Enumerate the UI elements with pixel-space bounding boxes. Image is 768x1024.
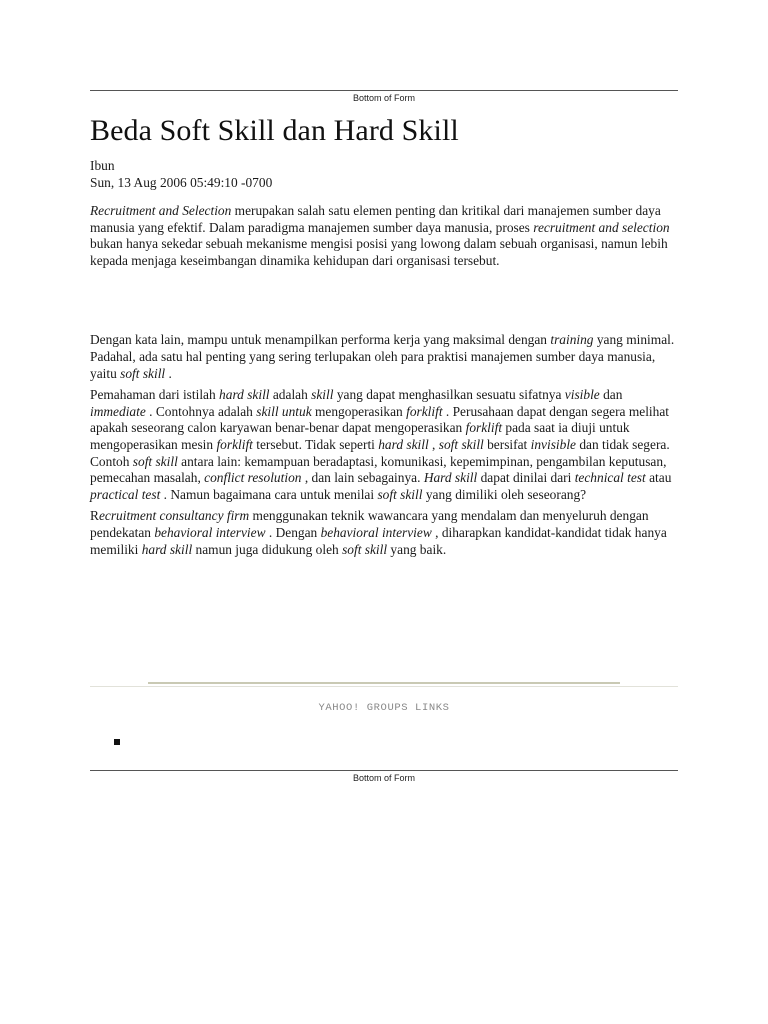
paragraph-3 <box>90 387 678 503</box>
p3-s30: technical test <box>574 470 646 486</box>
p2-s1: Dengan kata lain, mampu untuk menampilkan performa kerja yang maksimal dengan <box>90 332 551 348</box>
p4-s3: menggunakan teknik wawancara yang mendalam dan menyeluruh dengan pendekatan <box>90 508 649 540</box>
p3-s19: , <box>428 436 439 452</box>
p3-s1: Pemahaman dari istilah <box>90 387 220 403</box>
paragraph-1 <box>90 203 678 269</box>
p4-s5: . Dengan <box>265 524 321 540</box>
article-author: Ibun <box>90 158 115 173</box>
p3-s21: bersifat <box>483 436 531 452</box>
top-form-rule <box>90 90 678 91</box>
paragraph-4 <box>90 508 678 558</box>
p3-s27: , dan lain sebagainya. <box>301 470 424 486</box>
p1-s3: recruitment and selection <box>533 219 670 235</box>
top-form-block <box>90 90 678 104</box>
p3-s28: Hard skill <box>423 470 478 486</box>
p3-s11: mengoperasikan <box>311 403 407 419</box>
p3-s12: forklift <box>406 403 443 419</box>
p4-s2: ecruitment consultancy firm <box>98 508 250 524</box>
p3-s31: atau <box>645 470 672 486</box>
p3-s26: conflict resolution <box>204 470 302 486</box>
p3-s16: forklift <box>216 436 253 452</box>
p3-s8: immediate <box>90 403 146 419</box>
square-bullet-icon <box>114 739 120 745</box>
p3-s10: skill untuk <box>256 403 312 419</box>
paragraph-gap <box>90 274 678 332</box>
p3-s33: . Namun bagaimana cara untuk menilai <box>160 486 378 502</box>
p3-s17: tersebut. Tidak seperti <box>252 436 379 452</box>
p4-s6: behavioral interview <box>320 524 432 540</box>
groups-links-heading: YAHOO! GROUPS LINKS <box>318 702 450 715</box>
bottom-form-rule <box>90 770 678 771</box>
p2-s4: soft skill <box>120 365 166 381</box>
groups-divider-outer <box>90 686 678 687</box>
p3-s4: skill <box>311 387 334 403</box>
article-meta <box>90 158 678 191</box>
p3-s14: forklift <box>465 420 503 436</box>
p4-s7: , diharapkan kandidat-kandidat tidak hanya memiliki <box>90 524 667 557</box>
p3-s35: yang dimiliki oleh seseorang? <box>422 486 587 502</box>
p3-s22: invisible <box>530 436 576 452</box>
p2-s5: . <box>165 365 172 381</box>
p1-s4: bukan hanya sekedar sebuah mekanisme mengisi posisi yang lowong dalam sebuah organisasi, namun lebih kepada menjaga keseimbangan dinamika kehidupan dari organisasi tersebut. <box>90 236 668 268</box>
p3-s34: soft skill <box>377 486 423 502</box>
p3-s7: dan <box>599 387 623 403</box>
p4-s8: hard skill <box>141 541 193 557</box>
p3-s2: hard skill <box>219 387 270 403</box>
p4-s11: yang baik. <box>387 541 447 557</box>
article-date: Sun, 13 Aug 2006 05:49:10 -0700 <box>90 174 273 190</box>
list-item[interactable] <box>114 735 678 749</box>
p3-s18: hard skill <box>378 436 429 452</box>
p4-s9: namun juga didukung oleh <box>192 541 343 557</box>
p4-s10: soft skill <box>342 541 388 557</box>
p3-s20: soft skill <box>438 436 484 452</box>
p1-s1: Recruitment and Selection <box>90 203 232 218</box>
bottom-form-label: Bottom of Form <box>352 773 415 784</box>
p4-s1: R <box>90 508 99 524</box>
groups-links-list <box>90 735 678 751</box>
p2-s3: yang minimal. Padahal, ada satu hal penting yang sering terlupakan oleh para praktisi manajemen sumber daya manusia, yaitu <box>90 332 675 381</box>
p1-s2: merupakan salah satu elemen penting dan kritikal dari manajemen sumber daya manusia yang efektif. Dalam paradigma manajemen sumber daya manusia, proses <box>90 203 661 235</box>
p3-s32: practical test <box>90 486 161 502</box>
p2-s2: training <box>550 332 594 348</box>
article-title: Beda Soft Skill dan Hard Skill <box>90 114 459 147</box>
p4-s4: behavioral interview <box>154 524 266 540</box>
p3-s29: dapat dinilai dari <box>477 470 575 486</box>
groups-divider-inner <box>148 682 620 684</box>
p3-s24: soft skill <box>132 453 178 469</box>
paragraph-2 <box>90 332 678 382</box>
bottom-form-block <box>90 770 678 784</box>
p3-s3: adalah <box>269 387 312 403</box>
p3-s23: dan tidak segera. Contoh <box>90 436 670 469</box>
groups-divider <box>90 682 678 688</box>
p3-s13: . Perusahaan dapat dengan segera melihat apakah seseorang calon karyawan benar-benar dapat mengoperasikan <box>90 403 669 436</box>
p3-s15: pada saat ia diuji untuk mengoperasikan mesin <box>90 420 630 452</box>
top-form-label: Bottom of Form <box>352 93 415 103</box>
p3-s6: visible <box>564 387 600 403</box>
p3-s5: yang dapat menghasilkan sesuatu sifatnya <box>333 387 565 403</box>
p3-s9: . Contohnya adalah <box>145 403 257 419</box>
page <box>90 0 678 784</box>
p3-s25: antara lain: kemampuan beradaptasi, komunikasi, kepemimpinan, pengambilan keputusan, pemecahan masalah, <box>90 453 667 486</box>
